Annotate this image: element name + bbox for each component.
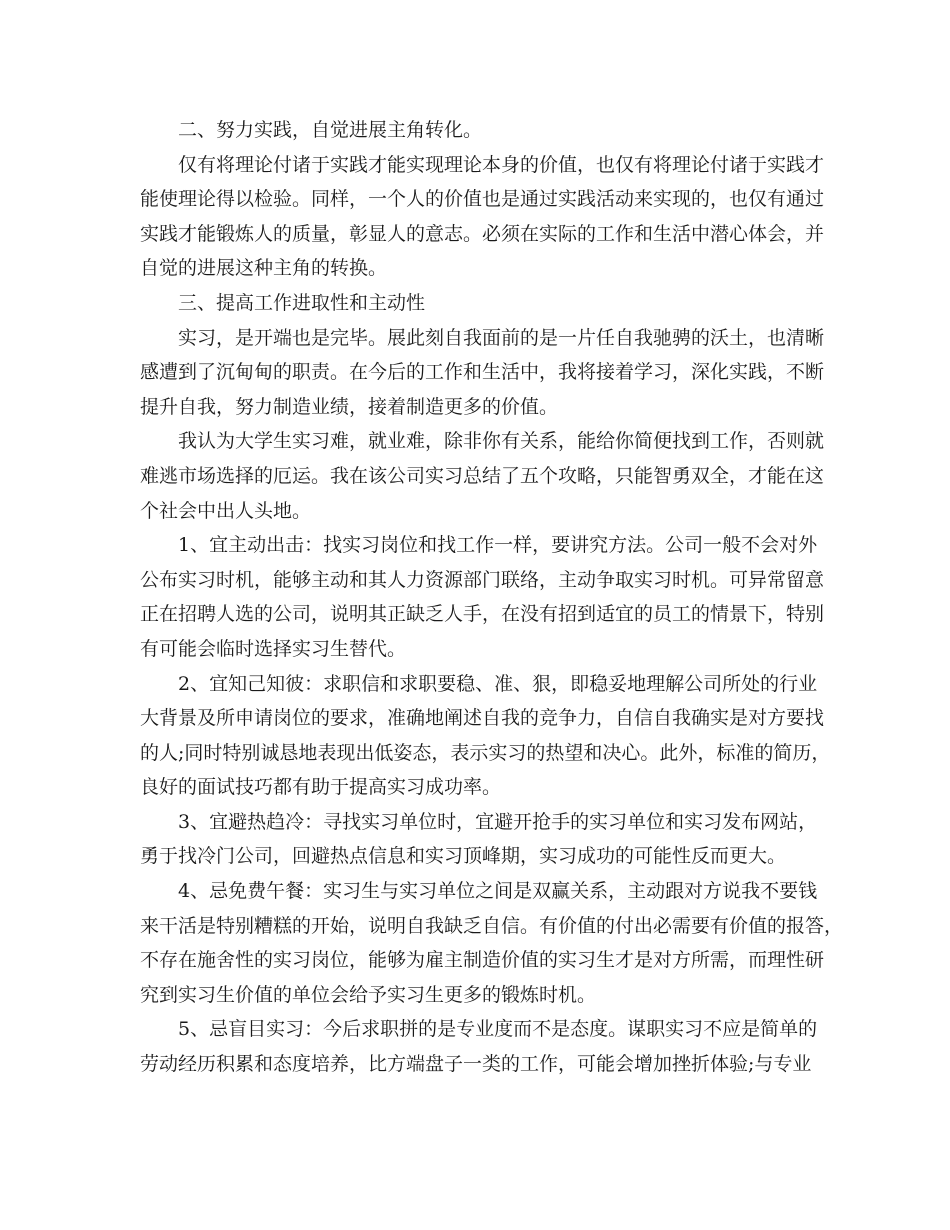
text-line: 大背景及所申请岗位的要求，准确地阐述自我的竞争力，自信自我确实是对方要找 — [140, 707, 825, 730]
document-body — [140, 113, 844, 1082]
paragraph — [140, 148, 825, 286]
paragraph — [140, 424, 825, 528]
text-line: 实习，是开端也是完毕。展此刻自我面前的是一片任自我驰骋的沃土，也清晰 — [178, 326, 825, 349]
paragraph — [140, 113, 825, 148]
text-line: 不存在施舍性的实习岗位，能够为雇主制造价值的实习生才是对方所需，而理性研 — [140, 949, 825, 972]
text-line: 良好的面试技巧都有助于提高实习成功率。 — [140, 776, 502, 799]
paragraph — [140, 1012, 825, 1081]
text-line: 正在招聘人选的公司，说明其正缺乏人手，在没有招到适宜的员工的情景下，特别 — [140, 603, 825, 626]
text-line: 我认为大学生实习难，就业难，除非你有关系，能给你简便找到工作，否则就 — [178, 430, 825, 453]
paragraph — [140, 321, 825, 425]
text-line: 二、努力实践，自觉进展主角转化。 — [178, 119, 483, 141]
text-line: 1、宜主动出击：找实习岗位和找工作一样，要讲究方法。公司一般不会对外 — [178, 534, 818, 557]
paragraph — [140, 528, 825, 666]
text-line: 三、提高工作进取性和主动性 — [178, 291, 426, 314]
text-line: 2、宜知己知彼：求职信和求职要稳、准、狠，即稳妥地理解公司所处的行业 — [178, 672, 818, 695]
text-line: 勇于找冷门公司，回避热点信息和实习顶峰期，实习成功的可能性反而更大。 — [140, 845, 787, 868]
text-line: 实践才能锻炼人的质量，彰显人的意志。必须在实际的工作和生活中潜心体会，并 — [140, 222, 825, 245]
paragraph — [140, 667, 831, 805]
text-line: 3、宜避热趋冷：寻找实习单位时，宜避开抢手的实习单位和实习发布网站， — [178, 810, 818, 833]
text-line: 能使理论得以检验。同样，一个人的价值也是通过实践活动来实现的，也仅有通过 — [140, 188, 825, 211]
text-line: 公布实习时机，能够主动和其人力资源部门联络，主动争取实习时机。可异常留意 — [140, 568, 825, 591]
text-line: 仅有将理论付诸于实践才能实现理论本身的价值，也仅有将理论付诸于实践才 — [178, 153, 825, 176]
text-line: 有可能会临时选择实习生替代。 — [140, 637, 407, 660]
text-line: 的人;同时特别诚恳地表现出低姿态，表示实习的热望和决心。此外，标准的简历， — [140, 741, 831, 764]
text-line: 4、忌免费午餐：实习生与实习单位之间是双赢关系，主动跟对方说我不要钱 — [178, 880, 818, 903]
text-line: 5、忌盲目实习：今后求职拼的是专业度而不是态度。谋职实习不应是简单的 — [178, 1018, 818, 1041]
text-line: 难逃市场选择的厄运。我在该公司实习总结了五个攻略，只能智勇双全，才能在这 — [140, 464, 825, 487]
text-line: 自觉的进展这种主角的转换。 — [140, 257, 388, 280]
paragraph — [140, 286, 825, 321]
paragraph — [140, 874, 844, 1012]
text-line: 个社会中出人头地。 — [140, 499, 312, 522]
paragraph — [140, 805, 825, 874]
text-line: 感遭到了沉甸甸的职责。在今后的工作和生活中，我将接着学习，深化实践，不断 — [140, 361, 825, 384]
text-line: 究到实习生价值的单位会给予实习生更多的锻炼时机。 — [140, 983, 597, 1006]
text-line: 来干活是特别糟糕的开始，说明自我缺乏自信。有价值的付出必需要有价值的报答， — [140, 914, 844, 937]
text-line: 提升自我，努力制造业绩，接着制造更多的价值。 — [140, 395, 559, 418]
text-line: 劳动经历积累和态度培养，比方端盘子一类的工作，可能会增加挫折体验;与专业 — [140, 1053, 812, 1076]
